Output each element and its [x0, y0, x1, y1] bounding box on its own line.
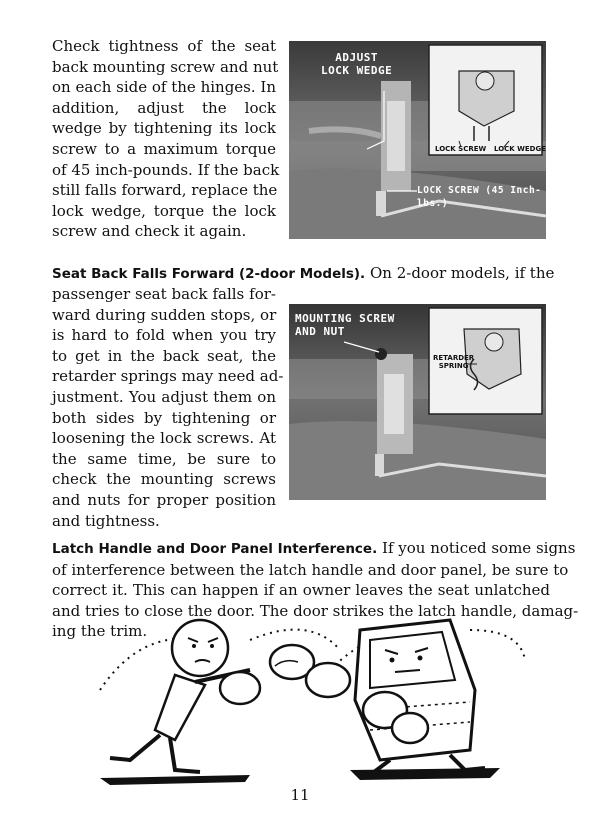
inset-label-retarder-spring [433, 354, 474, 370]
callout-adjust-lock-wedge [321, 51, 392, 77]
text-line: Check tightness of the seat [52, 37, 276, 55]
callout-line: LOCK WEDGE [321, 64, 393, 77]
callout-line: AND NUT [295, 325, 345, 338]
paragraph-seat-back-check [52, 36, 280, 242]
inset-label-line: SPRING [438, 362, 469, 370]
text-line: passenger seat back falls for- [52, 285, 276, 303]
text-line: check the mounting screws [52, 470, 276, 489]
text-line: of 45 inch-pounds. If the back [52, 160, 280, 179]
section-heading: Latch Handle and Door Panel Interference. [52, 541, 378, 557]
text-line: addition, adjust the lock [52, 98, 276, 117]
inset-label-lock-screw: LOCK SCREW [435, 145, 487, 153]
callout-line: ADJUST [335, 51, 378, 64]
text-line: correct it. This can happen if an owner leaves the seat unlatched [52, 581, 550, 600]
text-line: is hard to fold when you try [52, 326, 276, 345]
figure-lock-wedge-photo [289, 41, 546, 239]
text-line: lock wedge, torque the lock [52, 201, 276, 220]
text-line: back mounting screw and nut [52, 57, 279, 76]
cartoon-boxers-illustration [80, 610, 540, 790]
text-run: If you noticed some signs [382, 539, 576, 557]
text-line: on each side of the hinges. In [52, 78, 276, 97]
text-line: of interference between the latch handle and door panel, be sure to [52, 560, 569, 579]
callout-mounting-screw-and-nut [295, 312, 395, 338]
text-line: and tries to close the door. The door strikes the latch handle, damag- [52, 601, 579, 620]
text-line: to get in the back seat, the [52, 346, 276, 365]
text-line: loosening the lock screws. At [52, 429, 276, 448]
page-number: 11 [290, 786, 310, 804]
section-heading: Seat Back Falls Forward (2-door Models). [52, 266, 366, 282]
text-line: both sides by tightening or [52, 408, 276, 427]
text-line: screw and check it again. [52, 222, 247, 241]
figure-mounting-screw-photo [289, 304, 546, 500]
callout-line: MOUNTING SCREW [295, 312, 395, 325]
callout-lock-screw-torque: LOCK SCREW (45 Inch-lbs.) [417, 185, 542, 209]
text-line: ing the trim. [52, 622, 148, 641]
inset-label-lock-wedge: LOCK WEDGE [494, 145, 546, 153]
text-line [52, 263, 555, 285]
text-line: still falls forward, replace the [52, 181, 278, 200]
text-line: ward during sudden stops, or [52, 305, 277, 324]
paragraph-seat-back-falls-forward [52, 263, 555, 285]
text-line: retarder springs may need ad- [52, 367, 284, 386]
text-run: On 2-door models, if the [369, 264, 555, 282]
text-line: and tightness. [52, 511, 160, 530]
text-line: and nuts for proper position [52, 490, 276, 509]
text-line: justment. You adjust them on [52, 387, 276, 406]
text-line: the same time, be sure to [52, 449, 276, 468]
text-line: screw to a maximum torque [52, 139, 276, 158]
text-line: wedge by tightening its lock [52, 119, 276, 138]
paragraph-seat-back-body [52, 284, 284, 531]
inset-label-line: RETARDER [433, 354, 475, 362]
text-line [52, 538, 576, 560]
